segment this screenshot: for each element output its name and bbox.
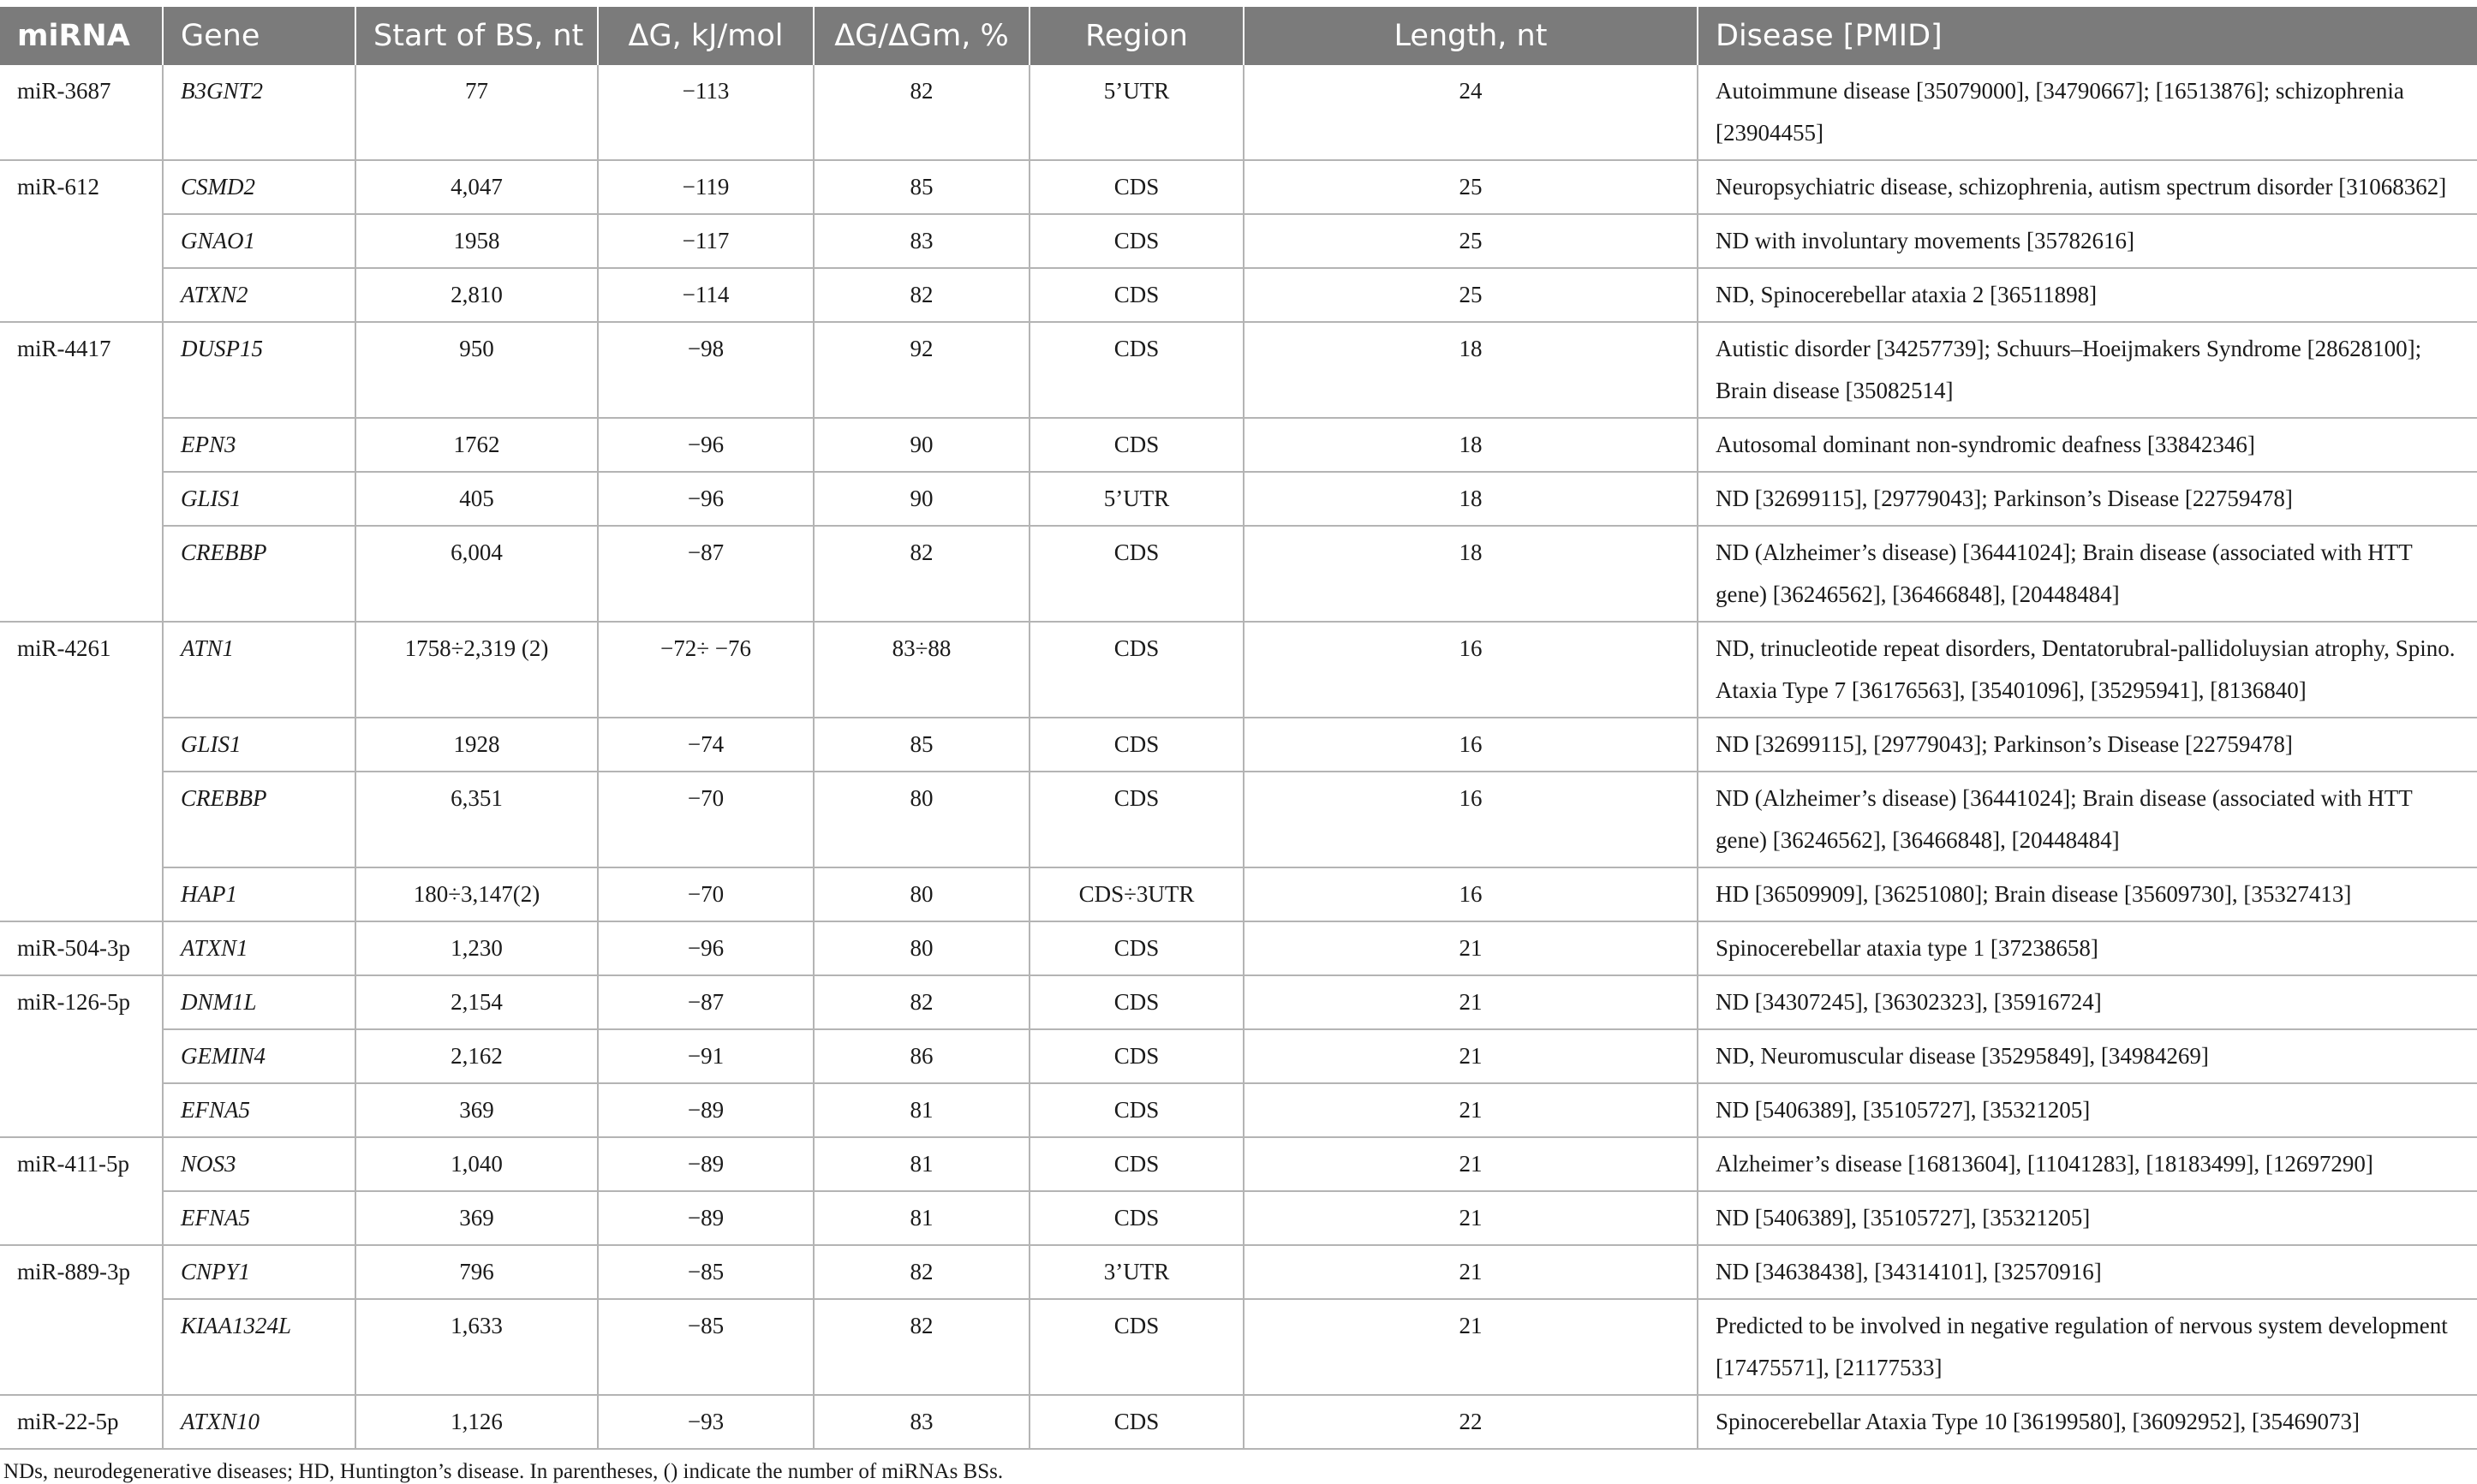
region-cell: CDS	[1030, 1299, 1244, 1395]
ratio-cell: 81	[814, 1191, 1030, 1245]
gene-cell: CSMD2	[163, 160, 355, 214]
gene-cell: GLIS1	[163, 718, 355, 772]
region-cell: CDS	[1030, 418, 1244, 472]
region-cell: CDS	[1030, 772, 1244, 867]
ratio-cell: 81	[814, 1137, 1030, 1191]
length-cell: 21	[1244, 975, 1698, 1029]
region-cell: CDS	[1030, 1029, 1244, 1083]
mirna-cell: miR-126-5p	[0, 975, 163, 1137]
ratio-cell: 85	[814, 718, 1030, 772]
gene-cell: CREBBP	[163, 772, 355, 867]
dg-cell: −87	[598, 526, 814, 622]
table-body	[0, 65, 2477, 1449]
footnote: NDs, neurodegenerative diseases; HD, Huntington’s disease. In parentheses, () indicate the number of miRNAs BSs.	[3, 1460, 1004, 1483]
start-cell: 369	[355, 1083, 598, 1137]
table-row	[0, 418, 2477, 472]
ratio-cell: 82	[814, 65, 1030, 160]
start-cell: 2,162	[355, 1029, 598, 1083]
length-cell: 16	[1244, 772, 1698, 867]
gene-cell: EFNA5	[163, 1083, 355, 1137]
dg-cell: −72÷ −76	[598, 622, 814, 718]
length-cell: 25	[1244, 214, 1698, 268]
gene-cell: NOS3	[163, 1137, 355, 1191]
start-cell: 180÷3,147(2)	[355, 867, 598, 921]
length-cell: 21	[1244, 1191, 1698, 1245]
ratio-cell: 80	[814, 772, 1030, 867]
disease-cell: ND [34307245], [36302323], [35916724]	[1698, 975, 2477, 1029]
length-cell: 21	[1244, 1245, 1698, 1299]
ratio-cell: 83	[814, 1395, 1030, 1449]
header-ratio: ΔG/ΔGm, %	[814, 7, 1030, 65]
table-row	[0, 214, 2477, 268]
table-row	[0, 772, 2477, 867]
header-gene: Gene	[163, 7, 355, 65]
dg-cell: −93	[598, 1395, 814, 1449]
header-mirna: miRNA	[0, 7, 163, 65]
gene-cell: DNM1L	[163, 975, 355, 1029]
length-cell: 18	[1244, 526, 1698, 622]
table-row	[0, 268, 2477, 322]
disease-cell: Alzheimer’s disease [16813604], [11041283], [18183499], [12697290]	[1698, 1137, 2477, 1191]
region-cell: CDS	[1030, 1191, 1244, 1245]
start-cell: 1,633	[355, 1299, 598, 1395]
region-cell: CDS÷3UTR	[1030, 867, 1244, 921]
header-start: Start of BS, nt	[355, 7, 598, 65]
gene-cell: ATN1	[163, 622, 355, 718]
dg-cell: −117	[598, 214, 814, 268]
ratio-cell: 86	[814, 1029, 1030, 1083]
length-cell: 16	[1244, 867, 1698, 921]
region-cell: CDS	[1030, 1083, 1244, 1137]
gene-cell: ATXN2	[163, 268, 355, 322]
disease-cell: Autistic disorder [34257739]; Schuurs–Hoeijmakers Syndrome [28628100]; Brain disease [35082514]	[1698, 322, 2477, 418]
gene-cell: CREBBP	[163, 526, 355, 622]
mirna-cell: miR-612	[0, 160, 163, 322]
gene-cell: EPN3	[163, 418, 355, 472]
region-cell: CDS	[1030, 718, 1244, 772]
gene-cell: KIAA1324L	[163, 1299, 355, 1395]
gene-cell: GNAO1	[163, 214, 355, 268]
gene-cell: ATXN10	[163, 1395, 355, 1449]
region-cell: 5’UTR	[1030, 65, 1244, 160]
region-cell: CDS	[1030, 921, 1244, 975]
dg-cell: −87	[598, 975, 814, 1029]
ratio-cell: 82	[814, 975, 1030, 1029]
gene-cell: DUSP15	[163, 322, 355, 418]
gene-cell: ATXN1	[163, 921, 355, 975]
ratio-cell: 83	[814, 214, 1030, 268]
mirna-cell: miR-504-3p	[0, 921, 163, 975]
ratio-cell: 82	[814, 1299, 1030, 1395]
header-dg: ΔG, kJ/mol	[598, 7, 814, 65]
start-cell: 2,154	[355, 975, 598, 1029]
start-cell: 1,230	[355, 921, 598, 975]
start-cell: 2,810	[355, 268, 598, 322]
dg-cell: −96	[598, 472, 814, 526]
dg-cell: −89	[598, 1191, 814, 1245]
start-cell: 796	[355, 1245, 598, 1299]
dg-cell: −98	[598, 322, 814, 418]
mirna-cell: miR-4417	[0, 322, 163, 622]
region-cell: CDS	[1030, 1137, 1244, 1191]
length-cell: 21	[1244, 1299, 1698, 1395]
length-cell: 22	[1244, 1395, 1698, 1449]
dg-cell: −70	[598, 772, 814, 867]
disease-cell: ND [5406389], [35105727], [35321205]	[1698, 1083, 2477, 1137]
table-row	[0, 1245, 2477, 1299]
table-row	[0, 1137, 2477, 1191]
table-row	[0, 867, 2477, 921]
start-cell: 369	[355, 1191, 598, 1245]
table-row	[0, 921, 2477, 975]
ratio-cell: 80	[814, 867, 1030, 921]
disease-cell: ND, trinucleotide repeat disorders, Dentatorubral-pallidoluysian atrophy, Spino. Ataxia Type 7 [36176563], [35401096], [35295941], [8136840]	[1698, 622, 2477, 718]
header-disease: Disease [PMID]	[1698, 7, 2477, 65]
mirna-cell: miR-411-5p	[0, 1137, 163, 1245]
start-cell: 950	[355, 322, 598, 418]
disease-cell: ND (Alzheimer’s disease) [36441024]; Brain disease (associated with HTT gene) [36246562], [36466848], [20448484]	[1698, 772, 2477, 867]
disease-cell: ND [32699115], [29779043]; Parkinson’s Disease [22759478]	[1698, 718, 2477, 772]
ratio-cell: 80	[814, 921, 1030, 975]
disease-cell: ND with involuntary movements [35782616]	[1698, 214, 2477, 268]
mirna-gene-table	[0, 7, 2477, 1450]
dg-cell: −85	[598, 1245, 814, 1299]
region-cell: CDS	[1030, 975, 1244, 1029]
disease-cell: ND [32699115], [29779043]; Parkinson’s Disease [22759478]	[1698, 472, 2477, 526]
gene-cell: GLIS1	[163, 472, 355, 526]
table-row	[0, 975, 2477, 1029]
disease-cell: Autosomal dominant non-syndromic deafness [33842346]	[1698, 418, 2477, 472]
ratio-cell: 81	[814, 1083, 1030, 1137]
table-row	[0, 622, 2477, 718]
dg-cell: −89	[598, 1083, 814, 1137]
disease-cell: ND, Neuromuscular disease [35295849], [34984269]	[1698, 1029, 2477, 1083]
gene-cell: EFNA5	[163, 1191, 355, 1245]
table-row	[0, 322, 2477, 418]
region-cell: CDS	[1030, 526, 1244, 622]
dg-cell: −85	[598, 1299, 814, 1395]
dg-cell: −91	[598, 1029, 814, 1083]
gene-cell: B3GNT2	[163, 65, 355, 160]
mirna-cell: miR-3687	[0, 65, 163, 160]
length-cell: 25	[1244, 160, 1698, 214]
disease-cell: HD [36509909], [36251080]; Brain disease [35609730], [35327413]	[1698, 867, 2477, 921]
ratio-cell: 92	[814, 322, 1030, 418]
region-cell: 3’UTR	[1030, 1245, 1244, 1299]
dg-cell: −89	[598, 1137, 814, 1191]
table-row	[0, 718, 2477, 772]
disease-cell: ND, Spinocerebellar ataxia 2 [36511898]	[1698, 268, 2477, 322]
length-cell: 24	[1244, 65, 1698, 160]
length-cell: 18	[1244, 472, 1698, 526]
table-container	[0, 7, 2477, 1484]
region-cell: CDS	[1030, 1395, 1244, 1449]
gene-cell: GEMIN4	[163, 1029, 355, 1083]
ratio-cell: 90	[814, 418, 1030, 472]
length-cell: 18	[1244, 322, 1698, 418]
table-row	[0, 160, 2477, 214]
disease-cell: Spinocerebellar Ataxia Type 10 [36199580], [36092952], [35469073]	[1698, 1395, 2477, 1449]
dg-cell: −114	[598, 268, 814, 322]
ratio-cell: 82	[814, 526, 1030, 622]
dg-cell: −96	[598, 418, 814, 472]
disease-cell: ND [34638438], [34314101], [32570916]	[1698, 1245, 2477, 1299]
start-cell: 6,351	[355, 772, 598, 867]
start-cell: 1762	[355, 418, 598, 472]
length-cell: 16	[1244, 718, 1698, 772]
start-cell: 1,040	[355, 1137, 598, 1191]
mirna-cell: miR-4261	[0, 622, 163, 921]
length-cell: 16	[1244, 622, 1698, 718]
dg-cell: −119	[598, 160, 814, 214]
length-cell: 21	[1244, 1029, 1698, 1083]
gene-cell: HAP1	[163, 867, 355, 921]
table-row	[0, 1299, 2477, 1395]
region-cell: CDS	[1030, 322, 1244, 418]
length-cell: 21	[1244, 921, 1698, 975]
length-cell: 21	[1244, 1137, 1698, 1191]
table-row	[0, 1191, 2477, 1245]
disease-cell: Predicted to be involved in negative regulation of nervous system development [17475571], [21177533]	[1698, 1299, 2477, 1395]
mirna-cell: miR-22-5p	[0, 1395, 163, 1449]
dg-cell: −113	[598, 65, 814, 160]
region-cell: CDS	[1030, 268, 1244, 322]
ratio-cell: 85	[814, 160, 1030, 214]
dg-cell: −74	[598, 718, 814, 772]
dg-cell: −70	[598, 867, 814, 921]
ratio-cell: 83÷88	[814, 622, 1030, 718]
start-cell: 6,004	[355, 526, 598, 622]
region-cell: 5’UTR	[1030, 472, 1244, 526]
table-row	[0, 472, 2477, 526]
start-cell: 4,047	[355, 160, 598, 214]
table-row	[0, 1029, 2477, 1083]
ratio-cell: 82	[814, 1245, 1030, 1299]
start-cell: 77	[355, 65, 598, 160]
start-cell: 1928	[355, 718, 598, 772]
header-row	[0, 7, 2477, 65]
header-region: Region	[1030, 7, 1244, 65]
ratio-cell: 90	[814, 472, 1030, 526]
disease-cell: ND (Alzheimer’s disease) [36441024]; Brain disease (associated with HTT gene) [36246562], [36466848], [20448484]	[1698, 526, 2477, 622]
length-cell: 25	[1244, 268, 1698, 322]
disease-cell: Neuropsychiatric disease, schizophrenia, autism spectrum disorder [31068362]	[1698, 160, 2477, 214]
disease-cell: Autoimmune disease [35079000], [34790667]; [16513876]; schizophrenia [23904455]	[1698, 65, 2477, 160]
table-row	[0, 526, 2477, 622]
disease-cell: ND [5406389], [35105727], [35321205]	[1698, 1191, 2477, 1245]
start-cell: 1758÷2,319 (2)	[355, 622, 598, 718]
length-cell: 18	[1244, 418, 1698, 472]
disease-cell: Spinocerebellar ataxia type 1 [37238658]	[1698, 921, 2477, 975]
dg-cell: −96	[598, 921, 814, 975]
region-cell: CDS	[1030, 214, 1244, 268]
start-cell: 405	[355, 472, 598, 526]
header-length: Length, nt	[1244, 7, 1698, 65]
table-row	[0, 1083, 2477, 1137]
length-cell: 21	[1244, 1083, 1698, 1137]
gene-cell: CNPY1	[163, 1245, 355, 1299]
start-cell: 1,126	[355, 1395, 598, 1449]
table-row	[0, 65, 2477, 160]
region-cell: CDS	[1030, 622, 1244, 718]
start-cell: 1958	[355, 214, 598, 268]
mirna-cell: miR-889-3p	[0, 1245, 163, 1395]
ratio-cell: 82	[814, 268, 1030, 322]
region-cell: CDS	[1030, 160, 1244, 214]
